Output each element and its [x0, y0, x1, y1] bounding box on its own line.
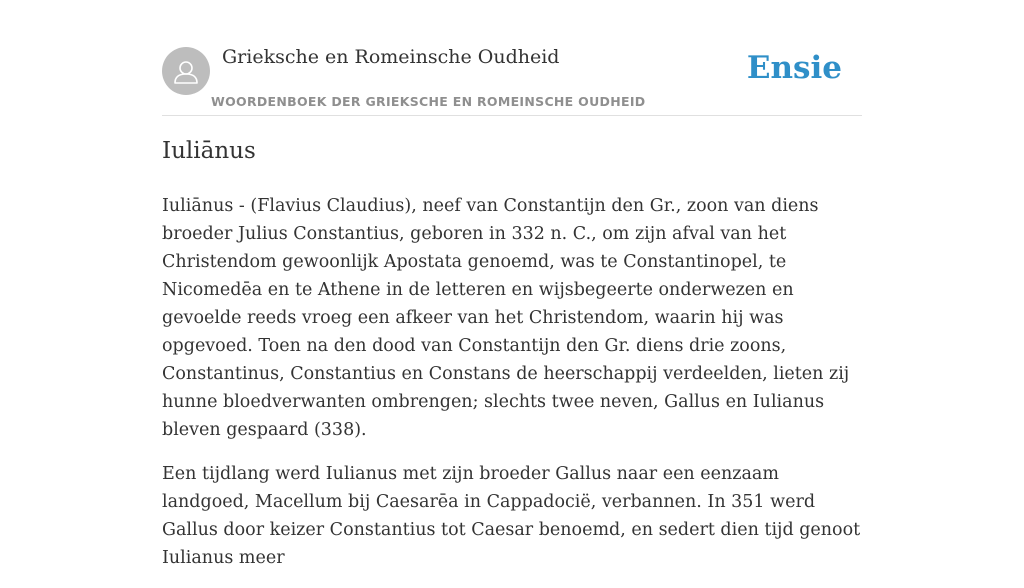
- article-paragraph: Een tijdlang werd Iulianus met zijn broeder Gallus naar een eenzaam landgoed, Macellum bij Caesarēa in Cappadocië, verbannen. In 351 werd Gallus door keizer Constantius tot Caesar benoemd, en sedert dien tijd genoot Iulianus meer: [162, 464, 861, 568]
- source-subtitle: WOORDENBOEK DER GRIEKSCHE EN ROMEINSCHE OUDHEID: [211, 94, 646, 109]
- article-paragraph: Iuliānus - (Flavius Claudius), neef van Constantijn den Gr., zoon van diens broeder Julius Constantius, geboren in 332 n. C., om zijn afval van het Christendom gewoonlijk Apostata genoemd, was te Constantinopel, te Nicomedēa en te Athene in de letteren en wijsbegeerte onderwezen en gevoelde reeds vroeg een afkeer van het Christendom, waarin hij was opgevoed. Toen na den dood van Constantijn den Gr. diens drie zoons, Constantinus, Constantius en Constans de heerschappij verdeelden, lieten zij hunne bloedverwanten ombrengen; slechts twee neven, Gallus en Iulianus bleven gespaard (338).: [162, 196, 850, 440]
- source-header: [162, 0, 862, 116]
- page-container: [162, 0, 862, 568]
- page-title: Iuliānus: [162, 138, 256, 164]
- source-title[interactable]: Grieksche en Romeinsche Oudheid: [222, 46, 560, 68]
- brand-logo[interactable]: Ensie: [746, 50, 842, 86]
- article-body: [162, 192, 862, 588]
- user-icon[interactable]: [162, 47, 210, 95]
